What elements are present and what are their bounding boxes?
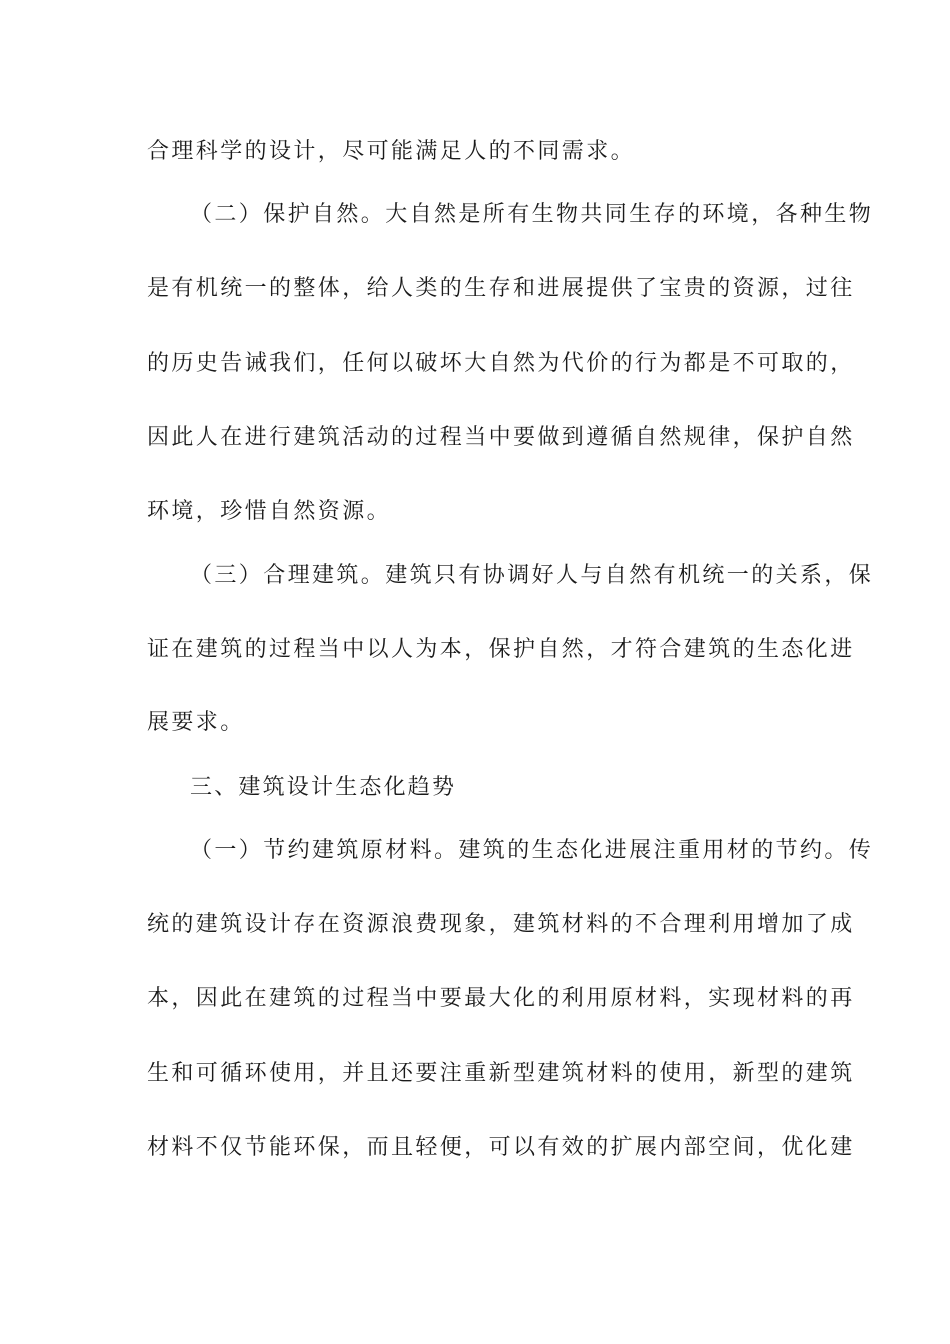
paragraph-line: 统的建筑设计存在资源浪费现象，建筑材料的不合理利用增加了成: [147, 912, 855, 937]
paragraph-line: （一）节约建筑原材料。建筑的生态化进展注重用材的节约。传: [190, 838, 874, 863]
paragraph-line: 的历史告诫我们，任何以破坏大自然为代价的行为都是不可取的，: [147, 351, 855, 376]
paragraph-line: 材料不仅节能环保，而且轻便，可以有效的扩展内部空间，优化建: [147, 1135, 855, 1160]
paragraph-line: 证在建筑的过程当中以人为本，保护自然，才符合建筑的生态化进: [147, 637, 855, 662]
section-heading: 三、建筑设计生态化趋势: [190, 775, 457, 800]
paragraph-line: 生和可循环使用，并且还要注重新型建筑材料的使用，新型的建筑: [147, 1061, 855, 1086]
paragraph-line: 合理科学的设计，尽可能满足人的不同需求。: [147, 139, 636, 164]
paragraph-line: 环境，珍惜自然资源。: [147, 499, 392, 524]
paragraph-line: 因此人在进行建筑活动的过程当中要做到遵循自然规律，保护自然: [147, 425, 855, 450]
paragraph-line: 本，因此在建筑的过程当中要最大化的利用原材料，实现材料的再: [147, 986, 855, 1011]
paragraph-line: 是有机统一的整体，给人类的生存和进展提供了宝贵的资源，过往: [147, 276, 855, 301]
paragraph-line: （三）合理建筑。建筑只有协调好人与自然有机统一的关系，保: [190, 563, 874, 588]
paragraph-line: （二）保护自然。大自然是所有生物共同生存的环境，各种生物: [190, 202, 874, 227]
paragraph-line: 展要求。: [147, 710, 245, 735]
